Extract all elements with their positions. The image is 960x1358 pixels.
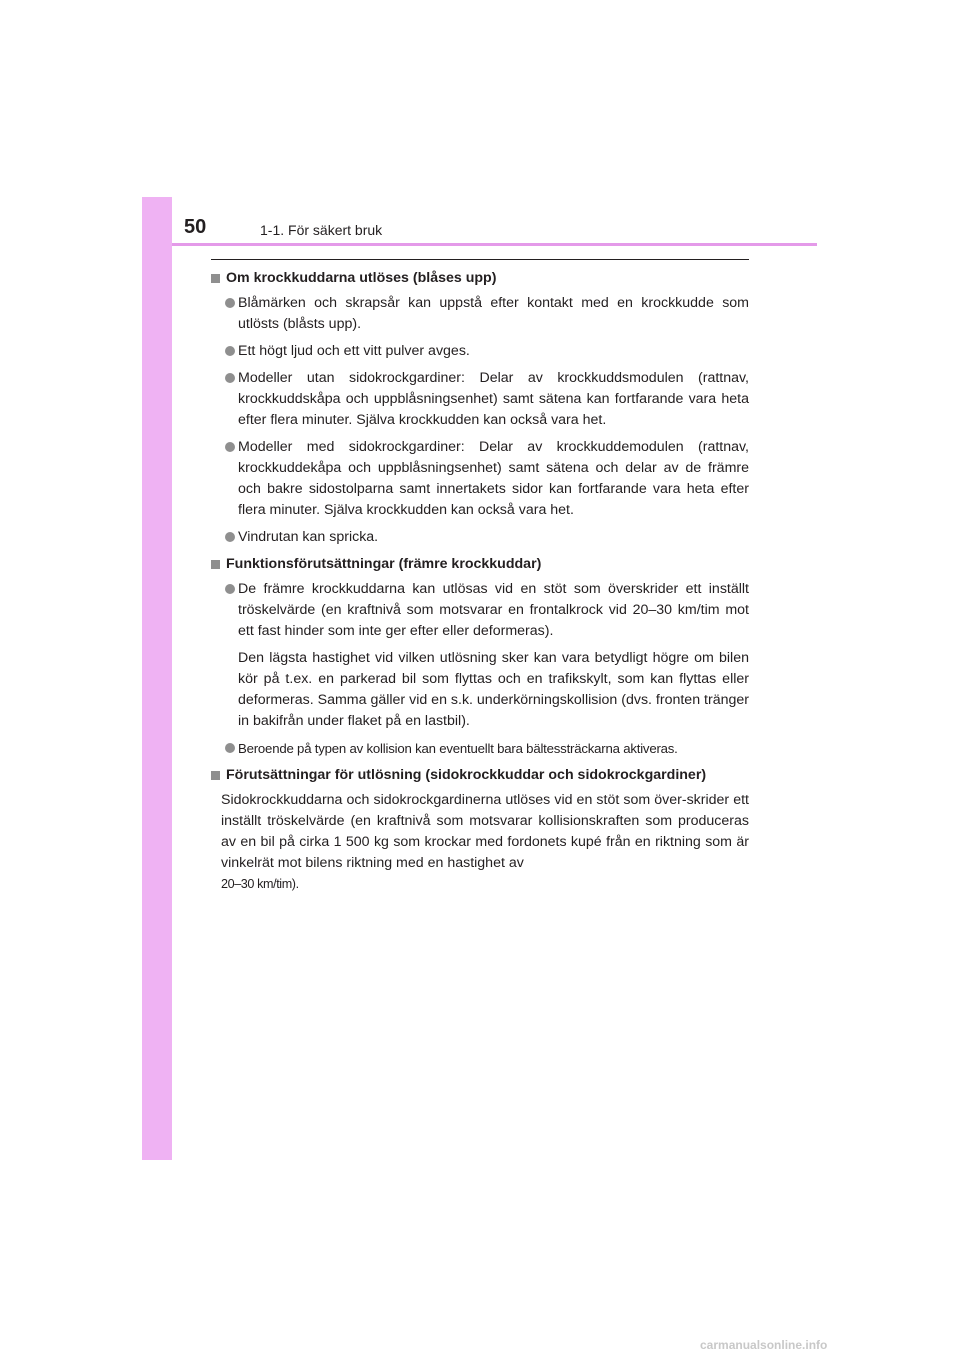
- list-item: [211, 341, 749, 362]
- square-bullet-icon: [211, 771, 220, 780]
- heading-text: Om krockkuddarna utlöses (blåses upp): [226, 270, 497, 286]
- list-item-text: Modeller utan sidokrockgardiner: Delar av krockkuddsmodulen (rattnav, krockkuddskåpa och uppblåsningsenhet) samt sätena kan fortfarande vara heta efter flera minuter. Själva krockkudden kan också vara het.: [238, 370, 749, 428]
- square-bullet-icon: [211, 274, 220, 283]
- section-title: 1-1. För säkert bruk: [260, 222, 383, 238]
- round-bullet-icon: [225, 442, 235, 452]
- page-number: 50: [184, 216, 207, 238]
- list-item-text: Vindrutan kan spricka.: [238, 529, 379, 545]
- list-item: [211, 738, 749, 759]
- square-bullet-icon: [211, 560, 220, 569]
- subsection-heading: [211, 765, 749, 786]
- round-bullet-icon: [225, 373, 235, 383]
- list-item: [211, 368, 749, 431]
- page-content: [211, 268, 749, 901]
- subsection-heading: [211, 268, 749, 289]
- paragraph-text-end: 20–30 km/tim).: [221, 877, 299, 891]
- content-top-rule: [211, 259, 749, 260]
- paragraph-text: Sidokrockkuddarna och sidokrockgardinerna utlöses vid en stöt som över-skrider ett inställt tröskelvärde (en kraftnivå som motsvarar kollisionskraften som produceras av en bil på cirka 1 500 kg som krockar med fordonets kupé från en riktning som är vinkelrät mot bilens riktning med en hastighet av: [221, 792, 749, 871]
- side-color-band: [142, 197, 172, 1160]
- paragraph: Den lägsta hastighet vid vilken utlösning sker kan vara betydligt högre om bilen kör på t.ex. en parkerad bil som flyttas och en trafikskylt, som kan flyttas eller deformeras. Samma gäller vid en s.k. underkörningskollision (dvs. fronten tränger in bakifrån under flaket på en lastbil).: [238, 650, 749, 729]
- subsection-heading: [211, 554, 749, 575]
- list-item-text: Ett högt ljud och ett vitt pulver avges.: [238, 343, 470, 359]
- list-item: [211, 579, 749, 642]
- watermark: carmanualsonline.info: [700, 1338, 828, 1352]
- paragraph: [211, 790, 749, 895]
- round-bullet-icon: [225, 584, 235, 594]
- list-item: [211, 437, 749, 521]
- list-item: [211, 527, 749, 548]
- round-bullet-icon: [225, 346, 235, 356]
- list-item-text: Blåmärken och skrapsår kan uppstå efter kontakt med en krockkudde som utlösts (blåsts upp).: [238, 295, 749, 332]
- list-item-text: Modeller med sidokrockgardiner: Delar av krockkuddemodulen (rattnav, krockkuddekåpa och uppblåsningsenhet) samt sätena och delar av de främre och bakre sidostolparna samt innertakets sidor kan fortfarande vara heta efter flera minuter. Själva krockkudden kan också vara het.: [238, 439, 749, 518]
- header-rule: [172, 243, 817, 246]
- list-item-text: Beroende på typen av kollision kan eventuellt bara bältessträckarna aktiveras.: [238, 741, 678, 756]
- round-bullet-icon: [225, 743, 235, 753]
- list-item: [211, 293, 749, 335]
- list-item-text: De främre krockkuddarna kan utlösas vid en stöt som överskrider ett inställt tröskelvärde (en kraftnivå som motsvarar en frontalkrock vid 20–30 km/tim mot ett fast hinder som inte ger efter eller deformeras).: [238, 581, 749, 639]
- round-bullet-icon: [225, 298, 235, 308]
- round-bullet-icon: [225, 532, 235, 542]
- heading-text: Funktionsförutsättningar (främre krockkuddar): [226, 556, 542, 572]
- heading-text: Förutsättningar för utlösning (sidokrockkuddar och sidokrockgardiner): [226, 767, 707, 783]
